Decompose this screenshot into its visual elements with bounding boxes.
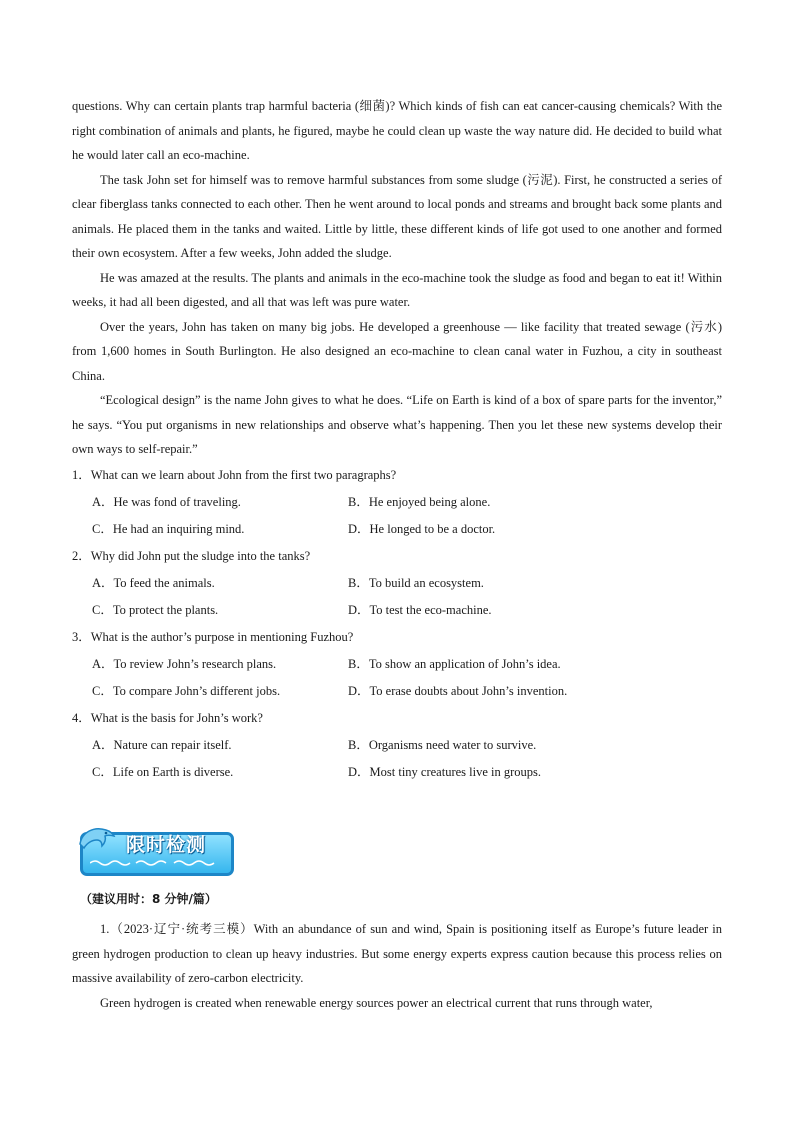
option-c: C．He had an inquiring mind.	[92, 521, 245, 536]
option-grid	[72, 489, 722, 543]
reading-passage-2	[72, 917, 722, 1015]
reading-passage	[72, 94, 722, 786]
option-d: D．To erase doubts about John’s invention.	[348, 683, 568, 698]
timing-note: （建议用时：8 分钟/篇）	[80, 892, 217, 906]
option-d: D．Most tiny creatures live in groups.	[348, 764, 542, 779]
option-a: A．To feed the animals.	[92, 575, 215, 590]
question-stem: 2．Why did John put the sludge into the tanks?	[72, 548, 311, 563]
passage-paragraph-5: “Ecological design” is the name John gives to what he does. “Life on Earth is kind of a box of spare parts for the inventor,” he says. “You put organisms in new relationships and observe what’s happening. Then you let these new systems develop their own ways to self-repair.”	[72, 393, 722, 456]
option-b: B．To show an application of John’s idea.	[348, 656, 561, 671]
option-b: B．Organisms need water to survive.	[348, 737, 537, 752]
passage-paragraph-4: Over the years, John has taken on many big jobs. He developed a greenhouse — like facility that treated sewage (污水) from 1,600 homes in South Burlington. He also designed an eco-machine to clean canal water in Fuzhou, a city in southeast China.	[72, 319, 722, 383]
question-stem: 1．What can we learn about John from the first two paragraphs?	[72, 467, 397, 482]
question-stem: 3．What is the author’s purpose in mentioning Fuzhou?	[72, 629, 354, 644]
option-a: A．To review John’s research plans.	[92, 656, 277, 671]
wave-decoration-icon	[90, 858, 230, 868]
option-c: C．To compare John’s different jobs.	[92, 683, 281, 698]
dolphin-icon	[76, 822, 116, 856]
section-badge	[76, 822, 238, 882]
passage-paragraph-1: questions. Why can certain plants trap harmful bacteria (细菌)? Which kinds of fish can eat cancer-causing chemicals? With the right combination of animals and plants, he figured, maybe he could clean up waste the way nature did. He decided to build what he would later call an eco-machine.	[72, 99, 722, 162]
option-grid	[72, 570, 722, 624]
passage-paragraph-2: The task John set for himself was to remove harmful substances from some sludge (污泥). First, he constructed a series of clear fiberglass tanks connected to each other. Then he went around to local ponds and streams and brought back some plants and animals. He placed them in the tanks and waited. Little by little, these different kinds of life got used to one another and formed their own ecosystem. After a few weeks, John added the sludge.	[72, 172, 722, 260]
option-d: D．To test the eco-machine.	[348, 602, 492, 617]
option-b: B．He enjoyed being alone.	[348, 494, 491, 509]
question-4	[72, 705, 722, 786]
question-stem: 4．What is the basis for John’s work?	[72, 710, 263, 725]
question-3	[72, 624, 722, 705]
option-a: A．He was fond of traveling.	[92, 494, 241, 509]
question-1	[72, 462, 722, 543]
option-grid	[72, 732, 722, 786]
passage-paragraph-3: He was amazed at the results. The plants and animals in the eco-machine took the sludge as food and began to eat it! Within weeks, it had all been digested, and all that was left was pure water.	[72, 270, 722, 309]
option-grid	[72, 651, 722, 705]
section-title: 限时检测	[126, 834, 207, 856]
passage2-paragraph-1: 1.（2023·辽宁·统考三模）With an abundance of sun and wind, Spain is positioning itself as Europe’s future leader in green hydrogen production to clean up heavy industries. But some energy experts express caution because this process relies on massive availability of zero-carbon electricity.	[72, 922, 722, 985]
option-a: A．Nature can repair itself.	[92, 737, 232, 752]
question-2	[72, 543, 722, 624]
option-d: D．He longed to be a doctor.	[348, 521, 496, 536]
passage2-paragraph-2: Green hydrogen is created when renewable energy sources power an electrical current that runs through water,	[100, 995, 653, 1010]
option-c: C．To protect the plants.	[92, 602, 219, 617]
option-b: B．To build an ecosystem.	[348, 575, 484, 590]
option-c: C．Life on Earth is diverse.	[92, 764, 234, 779]
